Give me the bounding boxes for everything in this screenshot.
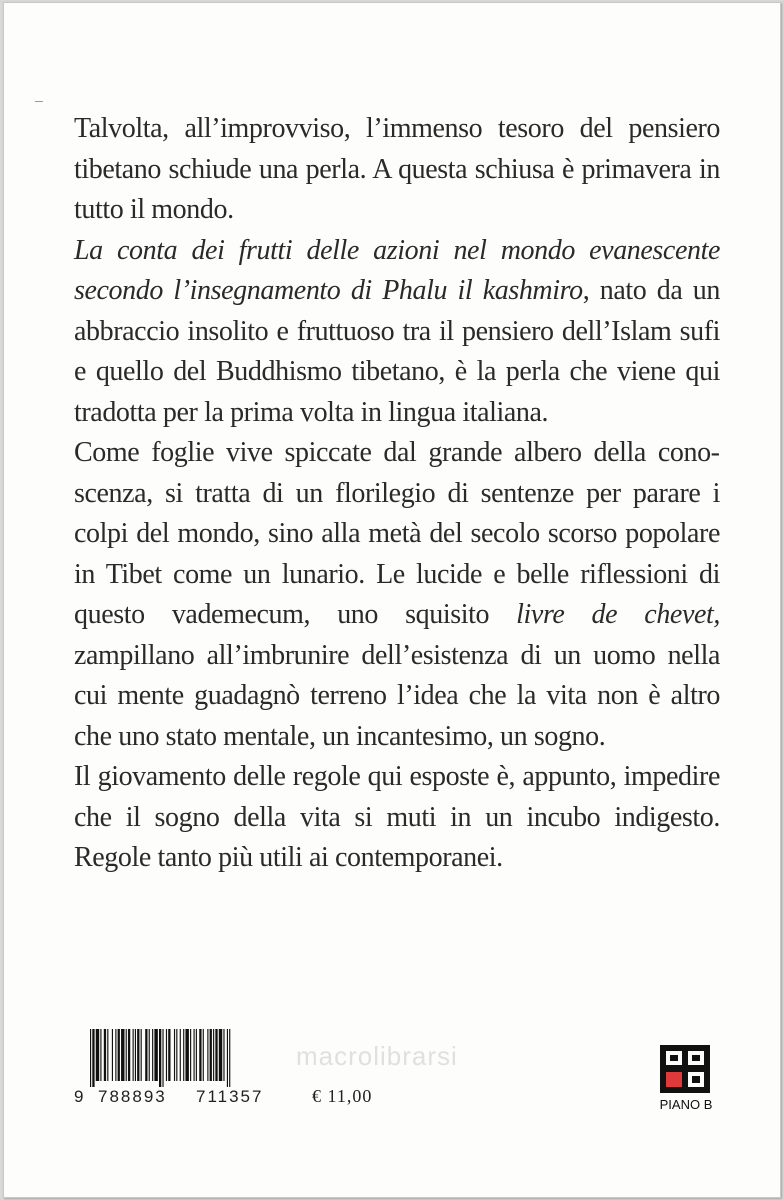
blurb-paragraph-3-text-b: zampillano all’imbrunire dell’esistenza di un uomo nella cui mente guadagnò terreno l’idea che la vita non è altro che uno stato mentale, un incantesimo, un sogno. bbox=[74, 639, 720, 752]
barcode-bar bbox=[107, 1029, 108, 1081]
barcode-bar bbox=[100, 1029, 101, 1081]
barcode-bar bbox=[137, 1029, 139, 1081]
barcode-bar bbox=[141, 1029, 142, 1081]
publisher-logo bbox=[654, 1045, 724, 1115]
barcode-digits-left: 788893 bbox=[98, 1087, 167, 1106]
barcode-bar bbox=[223, 1029, 224, 1081]
blurb-paragraph-2 bbox=[74, 231, 720, 434]
barcode-bar bbox=[229, 1029, 230, 1087]
barcode-bar bbox=[166, 1029, 167, 1081]
book-title-italic: La conta dei frutti delle azioni nel mondo evanescente secondo l’insegnamento di Phalu il kashmiro bbox=[74, 234, 720, 306]
blurb-text bbox=[74, 109, 720, 879]
barcode-bars bbox=[90, 1029, 286, 1087]
blurb-paragraph-3 bbox=[74, 433, 720, 757]
barcode-bar bbox=[135, 1029, 136, 1081]
barcode-bar bbox=[168, 1029, 170, 1081]
barcode-bar bbox=[154, 1029, 157, 1081]
barcode-bar bbox=[145, 1029, 147, 1081]
barcode-bar bbox=[210, 1029, 212, 1081]
barcode-bar bbox=[196, 1029, 197, 1081]
book-back-cover bbox=[3, 2, 781, 1198]
barcode-bar bbox=[176, 1029, 177, 1081]
barcode-bar bbox=[185, 1029, 188, 1081]
barcode-digit-lead: 9 bbox=[74, 1087, 84, 1106]
publisher-name: PIANO B bbox=[659, 1097, 713, 1112]
barcode-bar bbox=[183, 1029, 184, 1081]
barcode-bar bbox=[180, 1029, 181, 1081]
barcode-bar bbox=[90, 1029, 91, 1087]
barcode-bar bbox=[121, 1029, 124, 1081]
barcode-bar bbox=[118, 1029, 120, 1081]
barcode-bar bbox=[96, 1029, 99, 1081]
barcode-bar bbox=[213, 1029, 214, 1081]
barcode-bar bbox=[203, 1029, 204, 1081]
barcode-bar bbox=[152, 1029, 153, 1081]
piano-b-logo-icon bbox=[654, 1045, 718, 1095]
barcode-bar bbox=[128, 1029, 130, 1081]
barcode-bar bbox=[207, 1029, 208, 1081]
blurb-paragraph-1 bbox=[74, 109, 720, 231]
barcode-bar bbox=[174, 1029, 175, 1081]
barcode-bar bbox=[194, 1029, 195, 1081]
barcode-bar bbox=[190, 1029, 191, 1081]
barcode-bar bbox=[227, 1029, 228, 1087]
barcode-digits-right: 711357 bbox=[196, 1087, 264, 1106]
barcode-bar bbox=[149, 1029, 150, 1081]
blurb-paragraph-3-text-a: Come foglie vive spiccate dal grande albero della conoscenza, si tratta di un florilegio di sentenze per parare i colpi del mondo, sino alla metà del secolo scorso popolare in Tibet come un lunario. Le lucide e belle riflessioni di questo vademecum, uno squisito bbox=[74, 437, 720, 630]
barcode-bar bbox=[133, 1029, 134, 1081]
blurb-paragraph-4 bbox=[74, 757, 720, 879]
watermark: macrolibrarsi bbox=[296, 1041, 458, 1071]
isbn-barcode bbox=[74, 1029, 294, 1119]
barcode-bar bbox=[115, 1029, 116, 1081]
barcode-bar bbox=[199, 1029, 201, 1081]
corner-mark bbox=[35, 101, 43, 102]
blurb-paragraph-1-text: Talvolta, all’improvviso, l’immenso tesoro del pensiero tibetano schiude una perla. A questa schiusa è primavera in tutto il mondo. bbox=[74, 113, 720, 225]
barcode-bar bbox=[162, 1029, 163, 1087]
barcode-bar bbox=[112, 1029, 113, 1081]
livre-de-chevet-italic: livre de chevet, bbox=[516, 599, 720, 630]
barcode-bar bbox=[219, 1029, 222, 1081]
barcode-bar bbox=[159, 1029, 161, 1087]
barcode-bar bbox=[92, 1029, 94, 1087]
price: € 11,00 bbox=[312, 1086, 373, 1106]
barcode-bar bbox=[104, 1029, 106, 1081]
blurb-paragraph-2-text: , nato da un abbraccio insolito e fruttuoso tra il pensiero dell’Islam sufi e quello del Buddhismo tibetano, è la perla che viene qui tradotta per la prima volta in lingua italiana. bbox=[74, 275, 720, 428]
barcode-bar bbox=[215, 1029, 217, 1081]
blurb-paragraph-4-text: Il giovamento delle regole qui esposte è, appunto, impedire che il sogno della vita si muti in un incubo indigesto. Regole tanto più utili ai contemporanei. bbox=[74, 761, 720, 873]
barcode-bar bbox=[126, 1029, 127, 1081]
